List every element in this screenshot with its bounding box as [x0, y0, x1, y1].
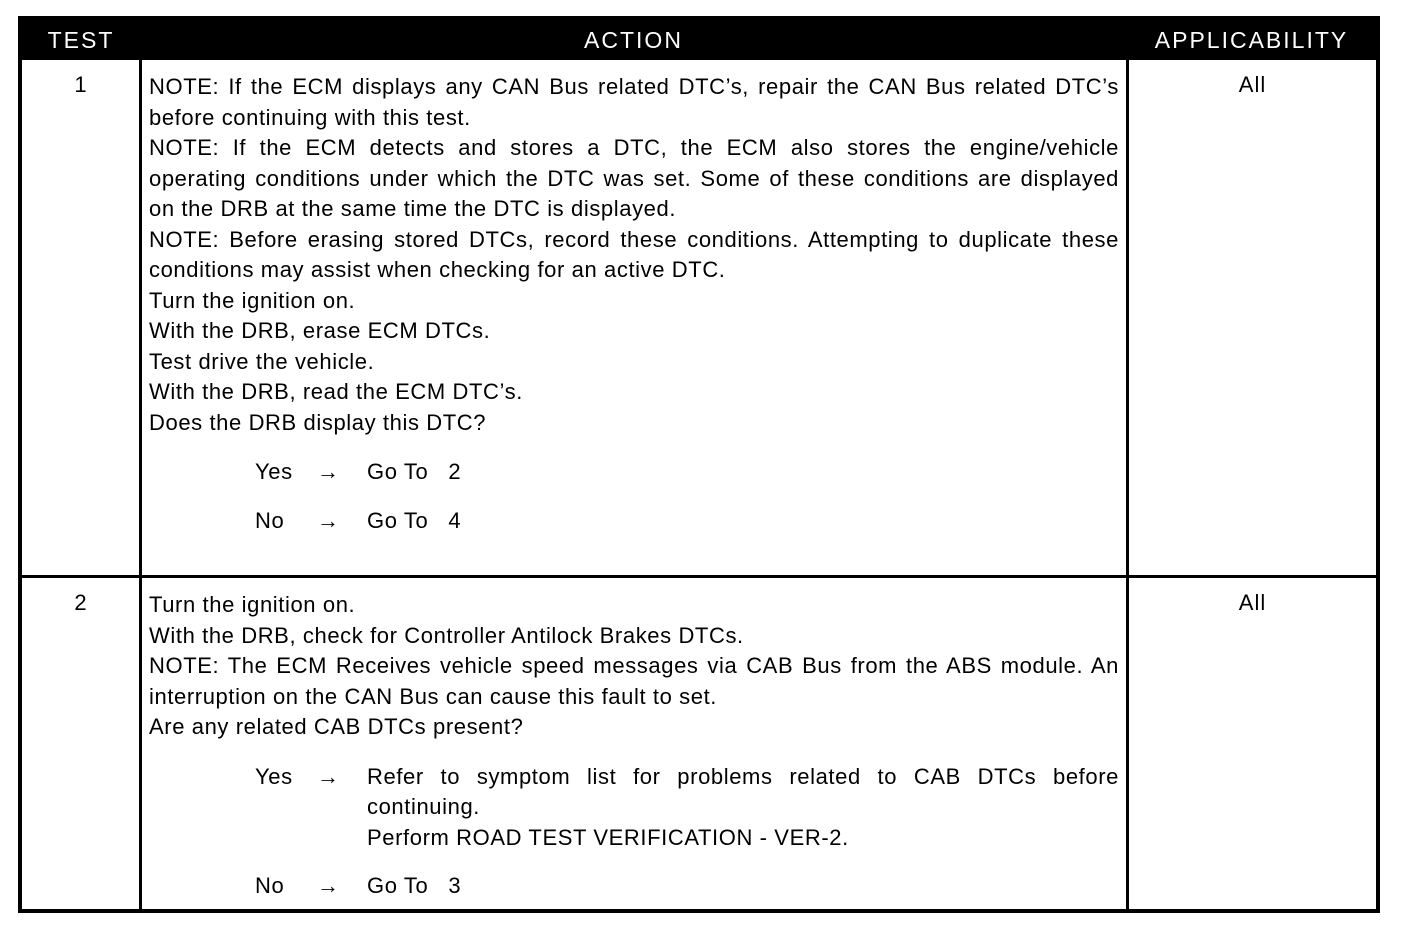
test-number: 1 — [74, 72, 88, 97]
action-line: Test drive the vehicle. — [149, 348, 375, 374]
action-line: Turn the ignition on. — [149, 287, 356, 313]
header-test: TEST — [47, 27, 115, 53]
action-line: Are any related CAB DTCs present? — [149, 714, 524, 739]
action-line: With the DRB, read the ECM DTC’s. — [149, 379, 523, 404]
applicability-value: All — [1238, 590, 1267, 615]
result-line: Go To 3 — [367, 873, 462, 898]
no-label: No — [255, 873, 285, 898]
no-branch — [149, 506, 1119, 537]
action-line: Turn the ignition on. — [149, 592, 356, 617]
yes-label: Yes — [255, 763, 293, 789]
diagnostic-test-table — [18, 16, 1380, 913]
action-line: Does the DRB display this DTC? — [149, 409, 487, 435]
no-label: No — [255, 507, 285, 533]
result-line: Go To 4 — [367, 507, 462, 533]
yes-branch — [149, 762, 1119, 854]
action-line: NOTE: If the ECM detects and stores a DTC, the ECM also stores the engine/vehicle operating conditions under which the DTC was set. Some of these conditions are displayed on the DRB at the same time the DTC is displayed. — [149, 135, 1119, 221]
table-row — [22, 60, 1376, 578]
right-arrow-icon: → — [317, 763, 340, 789]
action-cell — [149, 590, 1119, 902]
right-arrow-icon: → — [317, 507, 340, 533]
action-line: NOTE: The ECM Receives vehicle speed messages via CAB Bus from the ABS module. An interruption on the CAN Bus can cause this fault to set. — [149, 653, 1119, 709]
table-row — [22, 578, 1376, 913]
column-divider — [139, 60, 142, 909]
column-divider — [1126, 60, 1129, 909]
no-result — [367, 506, 1119, 537]
right-arrow-icon: → — [317, 459, 340, 484]
yes-branch — [149, 457, 1119, 488]
result-line: Refer to symptom list for problems related to CAB DTCs before continuing. — [367, 763, 1119, 819]
result-line: Perform ROAD TEST VERIFICATION - VER-2. — [367, 824, 849, 850]
test-number: 2 — [74, 590, 88, 615]
right-arrow-icon: → — [317, 873, 340, 898]
action-line: NOTE: If the ECM displays any CAN Bus related DTC’s, repair the CAN Bus related DTC’s before continuing with this test. — [149, 74, 1119, 130]
header-action: ACTION — [584, 27, 683, 53]
action-line: NOTE: Before erasing stored DTCs, record these conditions. Attempting to duplicate these conditions may assist when checking for an active DTC. — [149, 226, 1119, 282]
action-cell — [149, 72, 1119, 536]
result-line: Go To 2 — [367, 459, 462, 484]
no-result — [367, 871, 1119, 902]
yes-label: Yes — [255, 459, 293, 484]
action-line: With the DRB, check for Controller Antilock Brakes DTCs. — [149, 622, 744, 648]
yes-result — [367, 762, 1119, 854]
table-header — [22, 20, 1376, 60]
yes-result — [367, 457, 1119, 488]
applicability-value: All — [1238, 72, 1267, 97]
action-line: With the DRB, erase ECM DTCs. — [149, 318, 491, 343]
no-branch — [149, 871, 1119, 902]
header-applicability: APPLICABILITY — [1154, 27, 1349, 53]
